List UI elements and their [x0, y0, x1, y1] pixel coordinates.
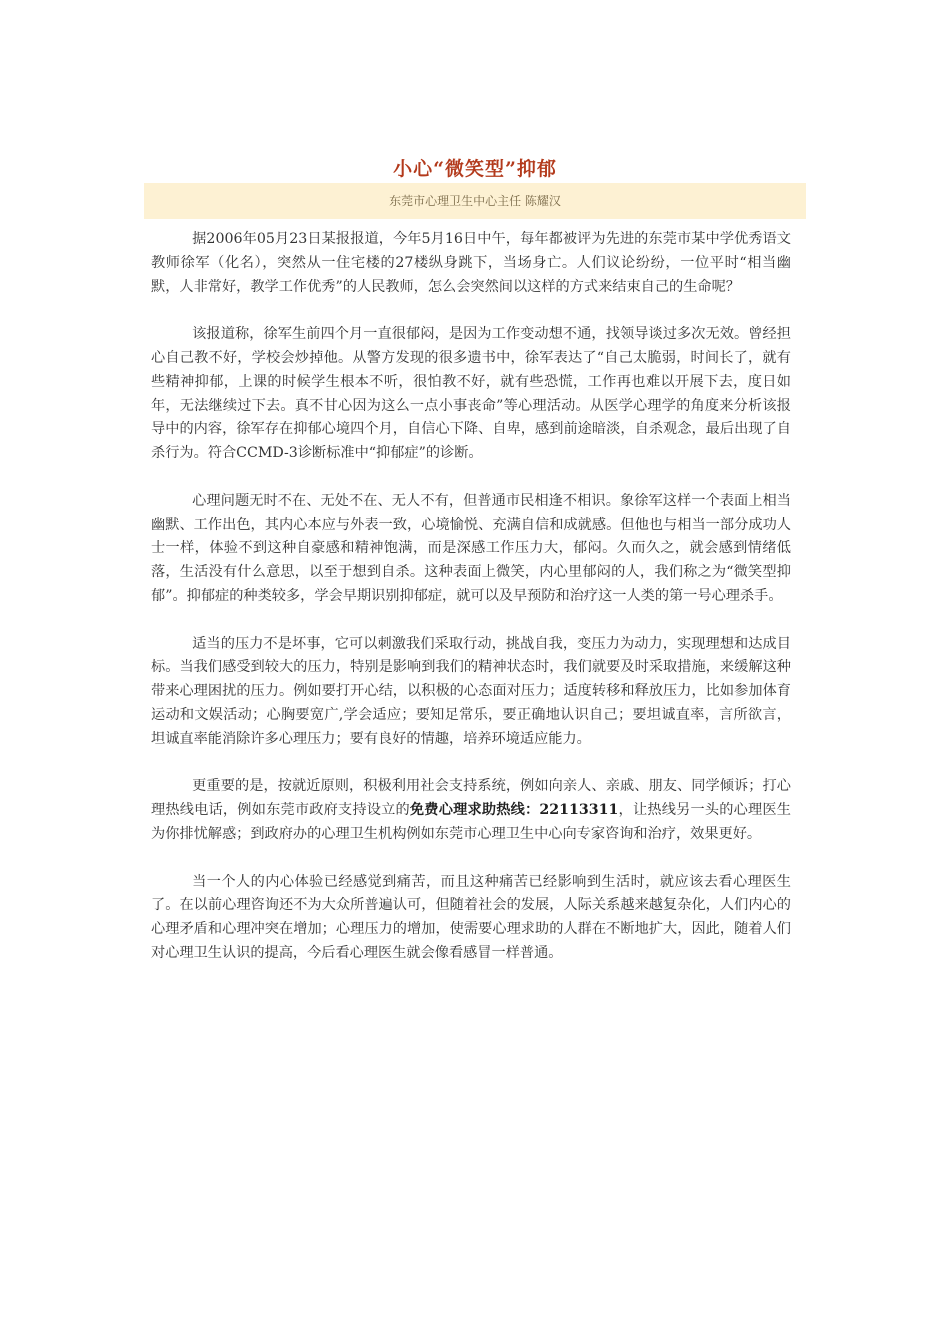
- article-body: [151, 228, 791, 990]
- paragraph-6: 当一个人的内心体验已经感觉到痛苦，而且这种痛苦已经影响到生活时，就应该去看心理医生了。在以前心理咨询还不为大众所普遍认可，但随着社会的发展，人际关系越来越复杂化，人们内心的心理矛盾和心理冲突在增加；心理压力的增加，使需要心理求助的人群在不断地扩大，因此，随着人们对心理卫生认识的提高，今后看心理医生就会像看感冒一样普通。: [151, 873, 791, 961]
- paragraph-4: 适当的压力不是坏事，它可以刺激我们采取行动，挑战自我，变压力为动力，实现理想和达成目标。当我们感受到较大的压力，特别是影响到我们的精神状态时，我们就要及时采取措施，来缓解这种带来心理困扰的压力。例如要打开心结，以积极的心态面对压力；适度转移和释放压力，比如参加体育运动和文娱活动；心胸要宽广,学会适应；要知足常乐，要正确地认识自己；要坦诚直率，言所欲言，坦诚直率能消除许多心理压力；要有良好的情趣，培养环境适应能力。: [151, 635, 791, 747]
- author-byline: 东莞市心理卫生中心主任 陈耀汉: [389, 194, 561, 208]
- paragraph-2: 该报道称，徐军生前四个月一直很郁闷，是因为工作变动想不通，找领导谈过多次无效。曾经担心自己教不好，学校会炒掉他。从警方发现的很多遗书中，徐军表达了“自己太脆弱，时间长了，就有些精神抑郁，上课的时候学生根本不听，很怕教不好，就有些恐慌，工作再也难以开展下去，度日如年，无法继续过下去。真不甘心因为这么一点小事丧命”等心理活动。从医学心理学的角度来分析该报导中的内容，徐军存在抑郁心境四个月，自信心下降、自卑，感到前途暗淡，自杀观念，最后出现了自杀行为。符合CCMD-3诊断标准中“抑郁症”的诊断。: [151, 326, 791, 462]
- hotline-number: 免费心理求助热线：22113311: [409, 802, 619, 819]
- paragraph-5-text-before: 更重要的是，按就近原则，积极利用社会支持系统，例如向亲人、亲戚、朋友、同学倾诉；打心理热线电话，例如东莞市政府支持设立的: [151, 778, 791, 819]
- article-title: 小心“微笑型”抑郁: [393, 157, 557, 180]
- paragraph-1: 据2006年05月23日某报报道，今年5月16日中午，每年都被评为先进的东莞市某中学优秀语文教师徐军（化名），突然从一住宅楼的27楼纵身跳下，当场身亡。人们议论纷纷，一位平时“相当幽默，人非常好，教学工作优秀”的人民教师，怎么会突然间以这样的方式来结束自己的生命呢？: [151, 231, 791, 295]
- paragraph-3: 心理问题无时不在、无处不在、无人不有，但普通市民相逢不相识。象徐军这样一个表面上相当幽默、工作出色，其内心本应与外表一致，心境愉悦、充满自信和成就感。但他也与相当一部分成功人士一样，体验不到这种自豪感和精神饱满，而是深感工作压力大，郁闷。久而久之，就会感到情绪低落，生活没有什么意思，以至于想到自杀。这种表面上微笑，内心里郁闷的人，我们称之为“微笑型抑郁”。抑郁症的种类较多，学会早期识别抑郁症，就可以及早预防和治疗这一人类的第一号心理杀手。: [151, 492, 791, 604]
- paragraph-5: [151, 775, 791, 846]
- byline-banner: [144, 183, 806, 219]
- paragraph-5-text-after: ，让热线另一头的心理医生为你排忧解惑；到政府办的心理卫生机构例如东莞市心理卫生中心向专家咨询和治疗，效果更好。: [151, 802, 791, 842]
